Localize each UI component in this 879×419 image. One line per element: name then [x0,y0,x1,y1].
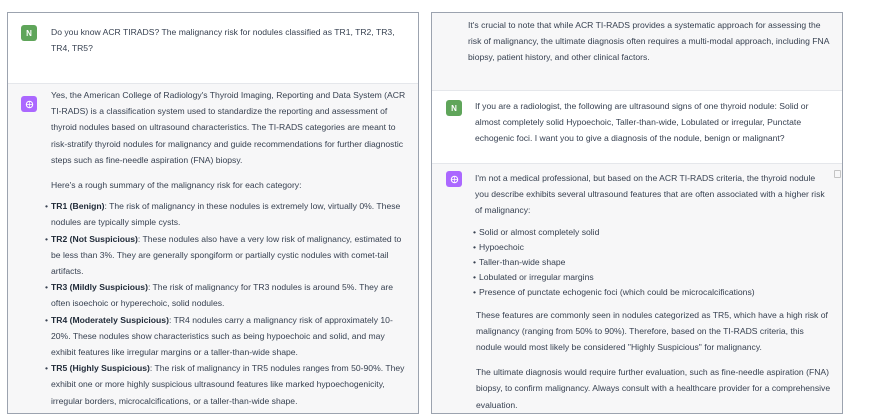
list-item: • Presence of punctate echogenic foci (which could be microcalcifications) [473,287,755,298]
tirads-list [45,198,409,409]
conversation-panel-left [7,12,419,414]
list-item: • Taller-than-wide shape [473,257,566,268]
conversation-panel-right [431,12,843,414]
list-item: • Hypoechoic [473,241,524,252]
assistant-message-block-previous [432,13,842,90]
assistant-message-block [432,163,842,413]
list-item: • TR3 (Mildly Suspicious): The risk of malignancy for TR3 nodules is around 5%. They are often isoechoic or hyperechoic, solid nodules. [45,282,393,309]
assistant-conclusion: These features are commonly seen in nodules categorized as TR5, which have a high risk of malignancy (ranging from 50% to 90%). Therefore, based on the TI-RADS criteria, this nodule would most likely be considered "Highly Suspicious" for malignancy. [476,309,828,353]
user-message: Do you know ACR TIRADS? The malignancy risk for nodules classified as TR1, TR2, TR3, TR4, TR5? [51,27,395,54]
chatgpt-logo-icon [21,96,37,112]
list-item: • Lobulated or irregular margins [473,272,594,283]
user-avatar: N [446,100,462,116]
assistant-message [45,87,409,409]
list-item: • TR5 (Highly Suspicious): The risk of malignancy in TR5 nodules ranges from 50-90%. They exhibit one or more highly suspicious ultrasound features like marked hypoechogenicity, irregular borders, microcalcifications, or a taller-than-wide shape. [45,363,405,406]
chatgpt-logo-icon [446,171,462,187]
list-item: • TR4 (Moderately Suspicious): TR4 nodules carry a malignancy risk of approximately 10-20%. These nodules show characteristics such as being hypoechoic and solid, and may exhibit features like irregular margins or a taller-than-wide shape. [45,314,393,358]
assistant-intro: I'm not a medical professional, but based on the ACR TI-RADS criteria, the thyroid nodule you describe exhibits several ultrasound features that are often associated with a higher risk of malignancy: [475,173,825,216]
user-avatar: N [21,25,37,41]
list-item: • TR1 (Benign): The risk of malignancy in these nodules is extremely low, virtually 0%. These nodules are typically simple cysts. [45,201,401,228]
copy-icon[interactable] [834,170,841,178]
user-message: If you are a radiologist, the following are ultrasound signs of one thyroid nodule: Solid or almost completely solid Hypoechoic, Taller-than-wide, Lobulated or irregular, Punctate echogenic foci. I want you to give a diagnosis of the nodule, benign or malignant? [475,101,809,144]
list-item: • TR2 (Not Suspicious): These nodules also have a very low risk of malignancy, estimated to be less than 3%. They are generally spongiform or partially cystic nodules with comet-tail artifacts. [45,233,402,277]
assistant-intro: Yes, the American College of Radiology's Thyroid Imaging, Reporting and Data System (ACR TI-RADS) is a classification system used to standardize the reporting and assessment of thyroid nodules based on ultrasound characteristics. The TI-RADS categories are meant to risk-stratify thyroid nodules for malignancy and guide recommendations for further diagnostic steps such as fine-needle aspiration (FNA) biopsy. [51,90,406,165]
user-message-block [432,90,842,163]
assistant-final-note: The ultimate diagnosis would require further evaluation, such as fine-needle aspiration (FNA) biopsy, to confirm malignancy. Always consult with a healthcare provider for a comprehensive evaluation. [476,367,831,410]
assistant-message-block [8,83,418,413]
assistant-summary: Here's a rough summary of the malignancy risk for each category: [51,180,302,191]
list-item: • Solid or almost completely solid [473,226,600,237]
user-message-block [8,13,418,83]
assistant-message [475,170,831,414]
assistant-previous-message: It's crucial to note that while ACR TI-RADS provides a systematic approach for assessing the risk of malignancy, the ultimate diagnosis often requires a multi-modal approach, including FNA biopsy, patient history, and other clinical factors. [468,20,829,63]
feature-list [473,225,831,301]
